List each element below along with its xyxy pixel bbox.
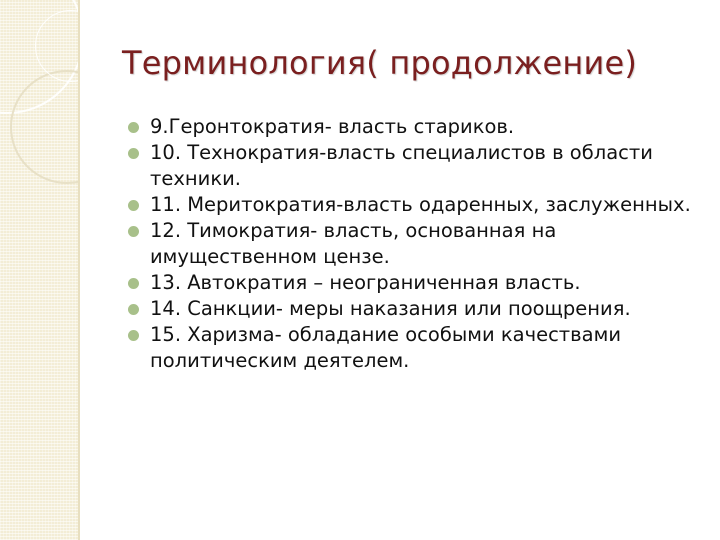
list-item: [128, 270, 698, 296]
decorative-side-band: [0, 0, 80, 540]
list-item: [128, 296, 698, 322]
list-item: [128, 322, 698, 374]
list-item-text: 13. Автократия – неограниченная власть.: [150, 271, 581, 294]
list-item-text: 12. Тимократия- власть, основанная на имущественном цензе.: [150, 219, 557, 268]
list-item-text: 9.Геронтократия- власть стариков.: [150, 115, 515, 138]
bullet-icon: [128, 200, 139, 211]
slide-title: Терминология( продолжение): [122, 44, 638, 82]
list-item: [128, 114, 698, 140]
bullet-icon: [128, 122, 139, 133]
list-item-text: 11. Меритократия-власть одаренных, заслуженных.: [150, 193, 691, 216]
list-item: [128, 218, 698, 270]
list-item-text: 14. Санкции- меры наказания или поощрения.: [150, 297, 631, 320]
list-item-text: 15. Харизма- обладание особыми качествами политическим деятелем.: [150, 323, 621, 372]
list-item-text: 10. Технократия-власть специалистов в области техники.: [150, 141, 653, 190]
bullet-icon: [128, 278, 139, 289]
bullet-icon: [128, 148, 139, 159]
bullet-icon: [128, 226, 139, 237]
bullet-icon: [128, 330, 139, 341]
bullet-icon: [128, 304, 139, 315]
band-edge: [78, 0, 80, 540]
terms-list: [128, 114, 698, 374]
list-item: [128, 140, 698, 192]
list-item: [128, 192, 698, 218]
